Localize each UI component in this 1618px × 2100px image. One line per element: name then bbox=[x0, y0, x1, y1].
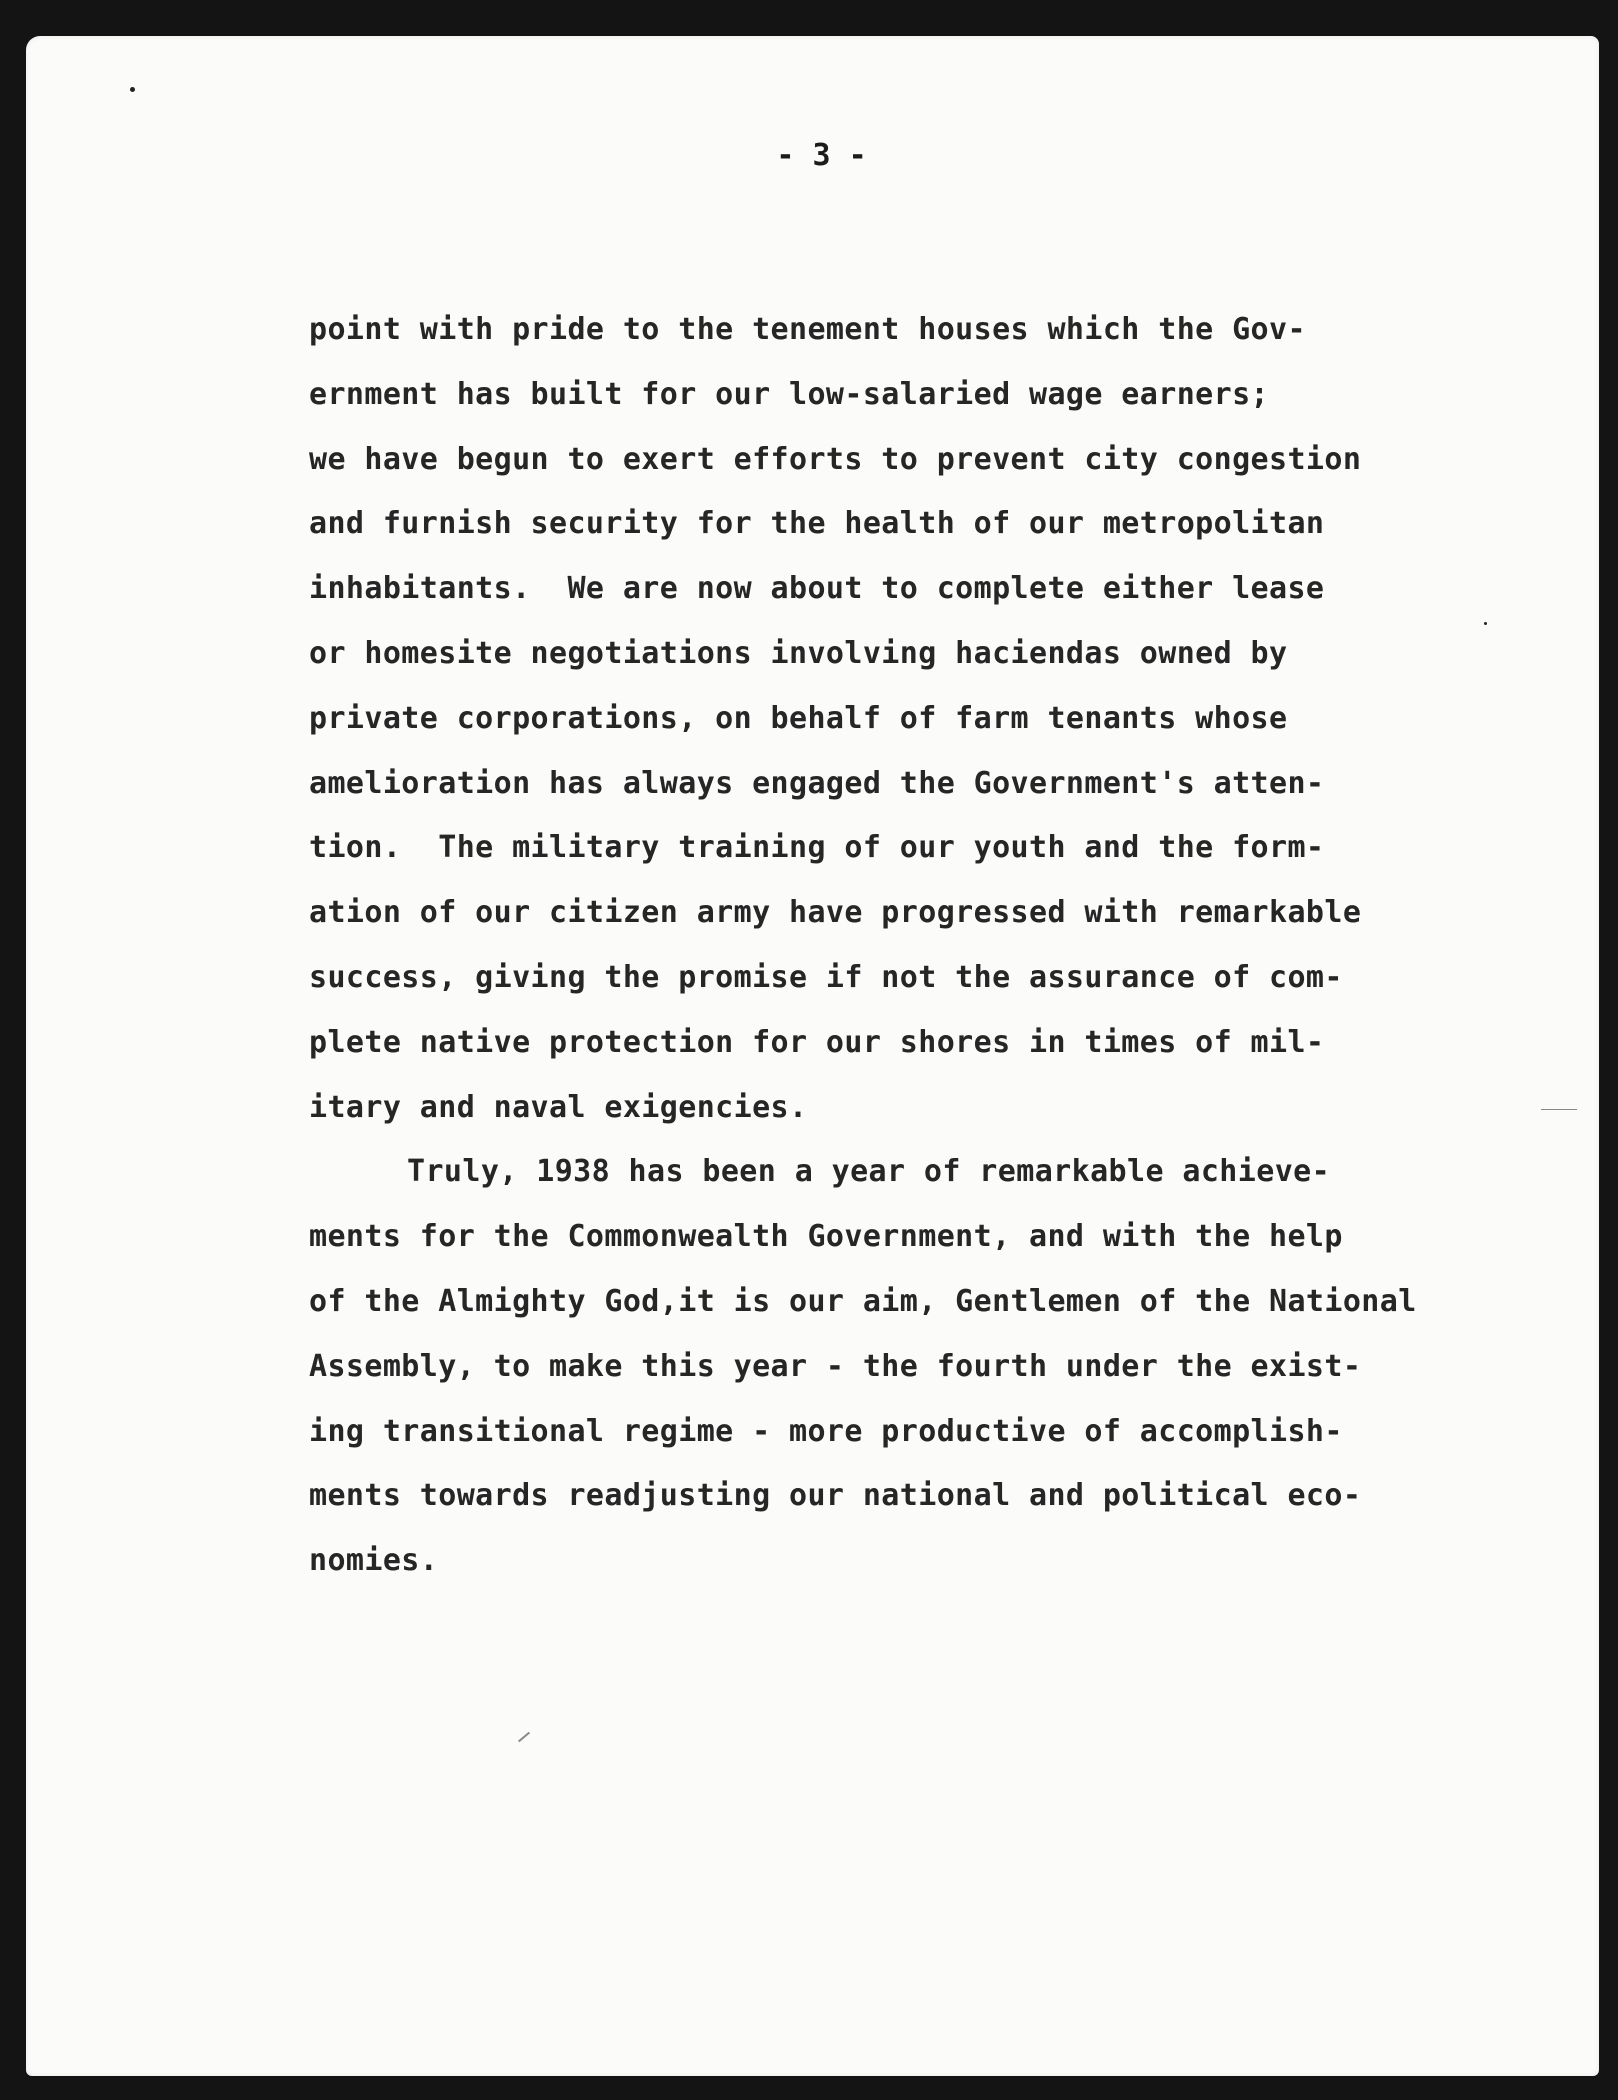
text-line: and furnish security for the health of our metropolitan bbox=[309, 506, 1325, 542]
text-line: of the Almighty God,it is our aim, Gentlemen of the National bbox=[309, 1283, 1417, 1319]
paragraph-2 bbox=[309, 1140, 1489, 1594]
text-line: ing transitional regime - more productive of accomplish- bbox=[309, 1413, 1343, 1449]
text-line: inhabitants. We are now about to complete either lease bbox=[309, 571, 1325, 607]
text-line: Assembly, to make this year - the fourth under the exist- bbox=[309, 1348, 1362, 1384]
text-line: itary and naval exigencies. bbox=[309, 1089, 808, 1125]
letter-body bbox=[309, 298, 1489, 1594]
ink-speck bbox=[130, 87, 135, 92]
paragraph-1 bbox=[309, 298, 1489, 1140]
text-line: ments for the Commonwealth Government, and with the help bbox=[309, 1219, 1343, 1255]
text-line: private corporations, on behalf of farm tenants whose bbox=[309, 700, 1288, 736]
text-line: Truly, 1938 has been a year of remarkable achieve- bbox=[407, 1154, 1331, 1190]
text-line: ments towards readjusting our national and political eco- bbox=[309, 1478, 1362, 1514]
typed-page bbox=[26, 36, 1599, 2076]
text-line: success, giving the promise if not the assurance of com- bbox=[309, 959, 1343, 995]
text-line: point with pride to the tenement houses which the Gov- bbox=[309, 312, 1306, 347]
page-number: - 3 - bbox=[776, 138, 867, 173]
text-line: amelioration has always engaged the Government's atten- bbox=[309, 765, 1325, 801]
pencil-mark bbox=[518, 1732, 530, 1743]
pencil-mark bbox=[1541, 1109, 1577, 1110]
text-line: we have begun to exert efforts to prevent city congestion bbox=[309, 441, 1362, 477]
text-line: or homesite negotiations involving haciendas owned by bbox=[309, 635, 1288, 671]
text-line: nomies. bbox=[309, 1543, 439, 1579]
text-line: ation of our citizen army have progressed with remarkable bbox=[309, 895, 1362, 931]
text-line: plete native protection for our shores in times of mil- bbox=[309, 1024, 1325, 1060]
text-line: tion. The military training of our youth and the form- bbox=[309, 830, 1325, 866]
text-line: ernment has built for our low-salaried wage earners; bbox=[309, 376, 1269, 412]
